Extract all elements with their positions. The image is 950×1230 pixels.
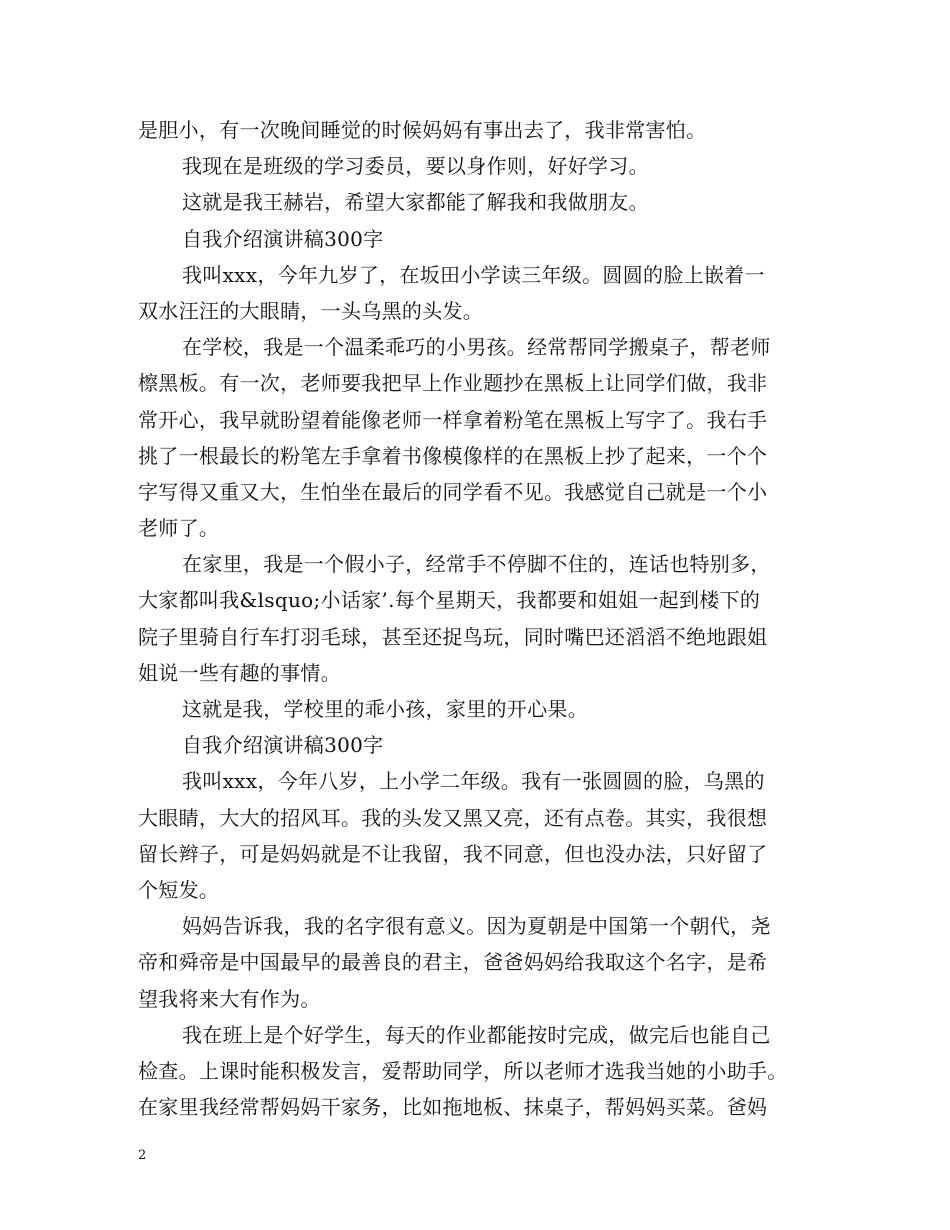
text-line: 这就是我，学校里的乖小孩，家里的开心果。 [182,697,588,721]
body-text [138,112,818,1125]
text-line: 我叫xxx，今年九岁了，在坂田小学读三年级。圆圆的脸上嵌着一 [182,262,765,287]
text-line: 检查。上课时能积极发言，爱帮助同学，所以老师才选我当她的小助手。 [138,1058,788,1083]
text-line: 个短发。 [138,877,220,902]
text-line: 院子里骑自行车打羽毛球，甚至还捉鸟玩，同时嘴巴还滔滔不绝地跟姐 [138,624,768,649]
text-line: 檫黑板。有一次，老师要我把早上作业题抄在黑板上让同学们做，我非 [138,371,768,396]
text-line: 我叫xxx，今年八岁，上小学二年级。我有一张圆圆的脸，乌黑的 [182,769,765,794]
text-line: 在家里，我是一个假小子，经常手不停脚不住的，连话也特别多， [182,552,771,577]
text-line: 老师了。 [138,516,220,541]
page-number: 2 [138,1148,147,1163]
text-line: 我在班上是个好学生，每天的作业都能按时完成，做完后也能自己 [182,1022,771,1047]
text-line: 留长辫子，可是妈妈就是不让我留，我不同意，但也没办法，只好留了 [138,841,768,866]
text-line: 常开心，我早就盼望着能像老师一样拿着粉笔在黑板上写字了。我右手 [138,407,768,432]
text-line: 大家都叫我&lsquo;小话家’.每个星期天，我都要和姐姐一起到楼下的 [138,588,761,613]
section-heading: 自我介绍演讲稿300字 [182,226,384,251]
text-line: 在家里我经常帮妈妈干家务，比如拖地板、抹桌子，帮妈妈买菜。爸妈 [138,1095,768,1120]
text-line: 妈妈告诉我，我的名字很有意义。因为夏朝是中国第一个朝代，尧 [182,914,771,939]
text-line: 姐说一些有趣的事情。 [138,660,341,685]
text-line: 望我将来大有作为。 [138,986,321,1011]
text-line: 这就是我王赫岩，希望大家都能了解我和我做朋友。 [182,190,649,215]
text-line: 字写得又重又大，生怕坐在最后的同学看不见。我感觉自己就是一个小 [138,479,768,504]
text-line: 挑了一根最长的粉笔左手拿着书像模像样的在黑板上抄了起来，一个个 [138,443,768,468]
text-line: 在学校，我是一个温柔乖巧的小男孩。经常帮同学搬桌子，帮老师 [182,335,771,360]
text-line: 是胆小，有一次晚间睡觉的时候妈妈有事出去了，我非常害怕。 [138,118,707,142]
section-heading: 自我介绍演讲稿300字 [182,733,384,758]
text-line: 我现在是班级的学习委员，要以身作则，好好学习。 [182,154,649,179]
text-line: 大眼睛，大大的招风耳。我的头发又黑又亮，还有点卷。其实，我很想 [138,805,768,830]
text-line: 双水汪汪的大眼睛，一头乌黑的头发。 [138,298,484,323]
text-line: 帝和舜帝是中国最早的最善良的君主，爸爸妈妈给我取这个名字，是希 [138,950,768,975]
